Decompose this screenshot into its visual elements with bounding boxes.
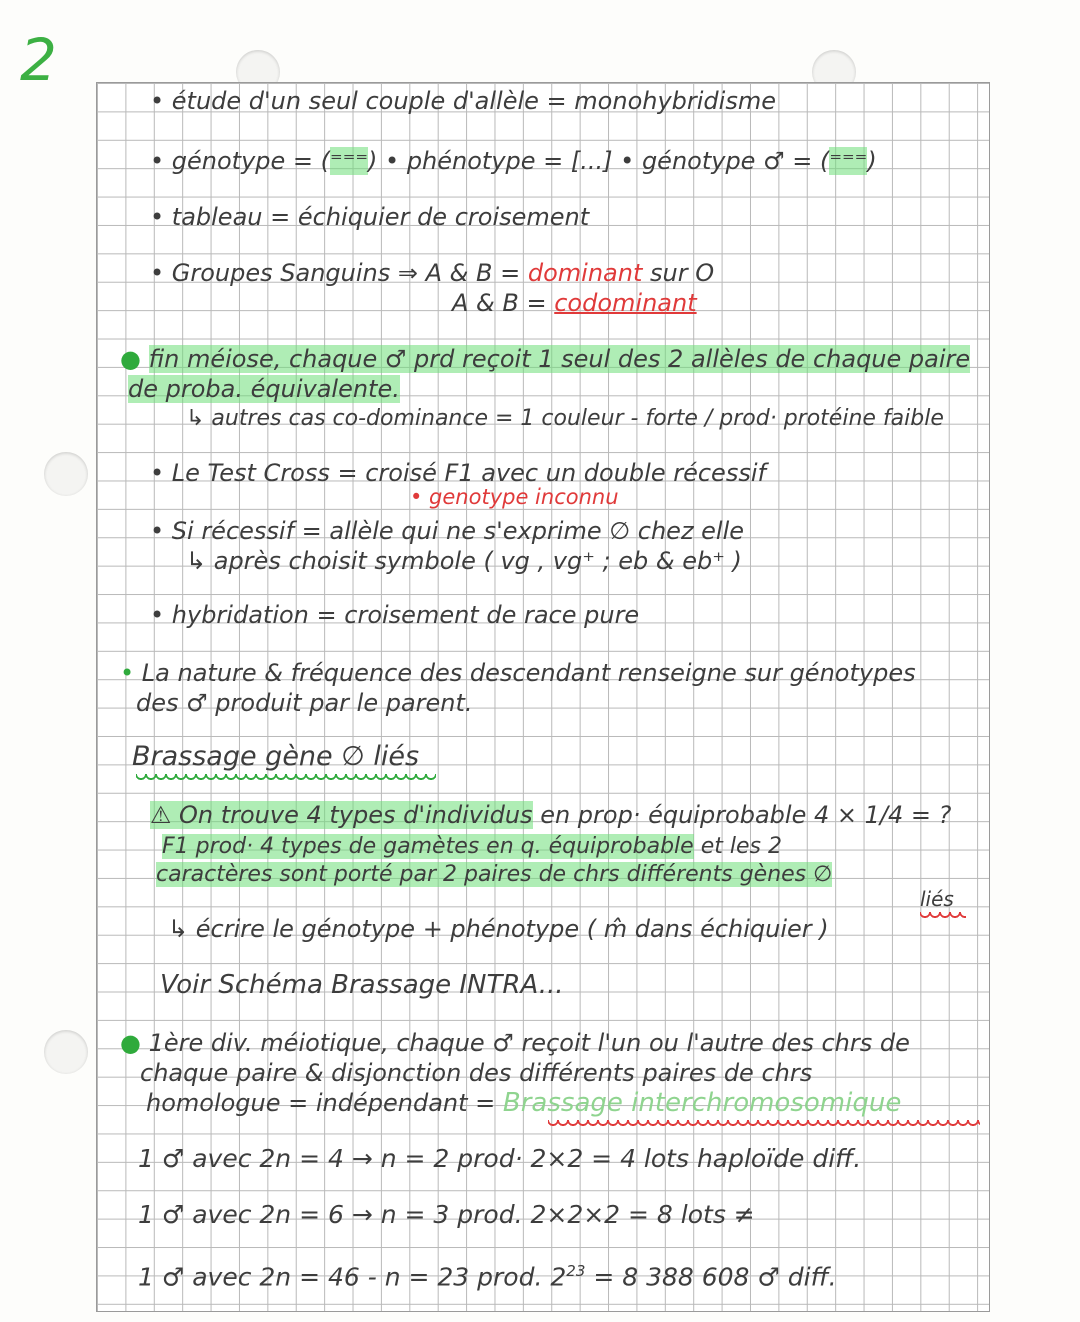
binder-hole-left-1 xyxy=(44,452,88,496)
proba-text: de proba. équivalente. xyxy=(128,375,400,403)
note-line-tableau: • tableau = échiquier de croisement xyxy=(150,203,590,231)
f1-types-text: F1 prod· 4 types xyxy=(162,834,342,859)
genotype-gamete-notation: ⁼⁼⁼ xyxy=(829,147,868,175)
calc-2n46-text: 1 ♂ avec 2n = 46 - n = 23 prod. 2 xyxy=(138,1262,567,1292)
note-line-premiere-division xyxy=(120,1028,910,1058)
note-line-codominance-cases: ↳ autres cas co-dominance = 1 couleur - forte / prod· protéine faible xyxy=(186,406,944,431)
note-line-monohybridisme: • étude d'un seul couple d'allèle = monohybridisme xyxy=(150,87,776,115)
note-line-chaque-paire: chaque paire & disjonction des différents paires de chrs xyxy=(140,1059,813,1087)
brassage-interchromosomique-term: Brassage interchromosomique xyxy=(502,1088,902,1118)
nature-text: La nature & fréquence des descendant renseigne sur génotypes xyxy=(141,659,916,687)
note-line-quatre-types xyxy=(150,800,951,830)
interchromosomique-underline-wave xyxy=(548,1120,980,1130)
genotype-text: • génotype = ( xyxy=(150,147,331,175)
equiprobable-text: en prop· équiprobable 4 × 1/4 = ? xyxy=(532,801,952,829)
note-line-codominant xyxy=(452,288,697,318)
phenotype-text: ) • phénotype = [...] • génotype ♂ = ( xyxy=(368,147,830,175)
page-number: 2 xyxy=(20,26,57,94)
genotype-close: ) xyxy=(867,147,877,175)
note-line-fin-meiose xyxy=(120,344,970,374)
heading-underline-wave xyxy=(136,774,436,784)
codominant-term: codominant xyxy=(554,289,697,317)
note-line-genotype xyxy=(150,146,877,176)
genotype-notation: ⁼⁼⁼ xyxy=(330,147,369,175)
section-heading-brassage-genes-non-lies: Brassage gène ∅ liés xyxy=(132,741,420,772)
binder-hole-left-2 xyxy=(44,1030,88,1074)
note-line-calc-2n46 xyxy=(138,1256,837,1292)
note-line-hybridation: • hybridation = croisement de race pure xyxy=(150,601,640,629)
note-line-calc-2n4: 1 ♂ avec 2n = 4 → n = 2 prod· 2×2 = 4 lots haploïde diff. xyxy=(138,1144,862,1173)
exponent-23: 23 xyxy=(566,1262,586,1280)
gametes-text: de gamètes en q. équiprobable xyxy=(341,834,694,859)
dominant-term: dominant xyxy=(527,259,643,287)
fin-meiose-text: fin méiose, chaque ♂ prd reçoit 1 seul des 2 allèles de chaque paire xyxy=(148,345,971,373)
note-line-produit-parent: des ♂ produit par le parent. xyxy=(136,689,473,717)
lies-underline-wave xyxy=(920,912,966,922)
green-bullet: • xyxy=(120,659,135,687)
calc-2n46-result: = 8 388 608 ♂ diff. xyxy=(585,1262,837,1292)
note-line-groupes-sanguins xyxy=(150,258,714,288)
note-line-homologue xyxy=(146,1088,901,1118)
premiere-division-text: 1ère div. méiotique, chaque ♂ reçoit l'un ou l'autre des chrs de xyxy=(148,1029,910,1057)
note-line-genotype-inconnu: • genotype inconnu xyxy=(410,485,619,509)
note-line-f1-gametes xyxy=(162,832,782,862)
ab-text: A & B = xyxy=(452,289,555,317)
quatre-types-text: ⚠ On trouve 4 types d'individus xyxy=(150,801,533,829)
homologue-text: homologue = indépendant = xyxy=(146,1089,503,1117)
green-bullet: ● xyxy=(120,345,141,373)
note-line-caracteres xyxy=(156,860,832,890)
note-line-calc-2n6: 1 ♂ avec 2n = 6 → n = 3 prod. 2×2×2 = 8 lots ≠ xyxy=(138,1200,755,1229)
note-line-recessif: • Si récessif = allèle qui ne s'exprime ∅ chez elle xyxy=(150,517,745,545)
note-line-test-cross: • Le Test Cross = croisé F1 avec un double récessif xyxy=(150,459,766,487)
note-line-voir-schema: Voir Schéma Brassage INTRA... xyxy=(160,970,564,1000)
caracteres-text: caractères sont porté par 2 paires de chrs différents gènes ∅ xyxy=(156,862,833,887)
note-line-proba xyxy=(128,374,400,404)
et-les-text: et les 2 xyxy=(693,834,782,859)
note-line-lies: liés xyxy=(920,887,954,911)
note-line-nature-frequence xyxy=(120,658,916,688)
green-bullet: ● xyxy=(120,1029,141,1057)
sur-o-text: sur O xyxy=(642,259,715,287)
groupes-text: • Groupes Sanguins ⇒ A & B = xyxy=(150,259,528,287)
note-line-ecrire-genotype: ↳ écrire le génotype + phénotype ( m̂ dans échiquier ) xyxy=(168,915,829,943)
note-line-symbole: ↳ après choisit symbole ( vg , vg⁺ ; eb & eb⁺ ) xyxy=(186,547,742,575)
